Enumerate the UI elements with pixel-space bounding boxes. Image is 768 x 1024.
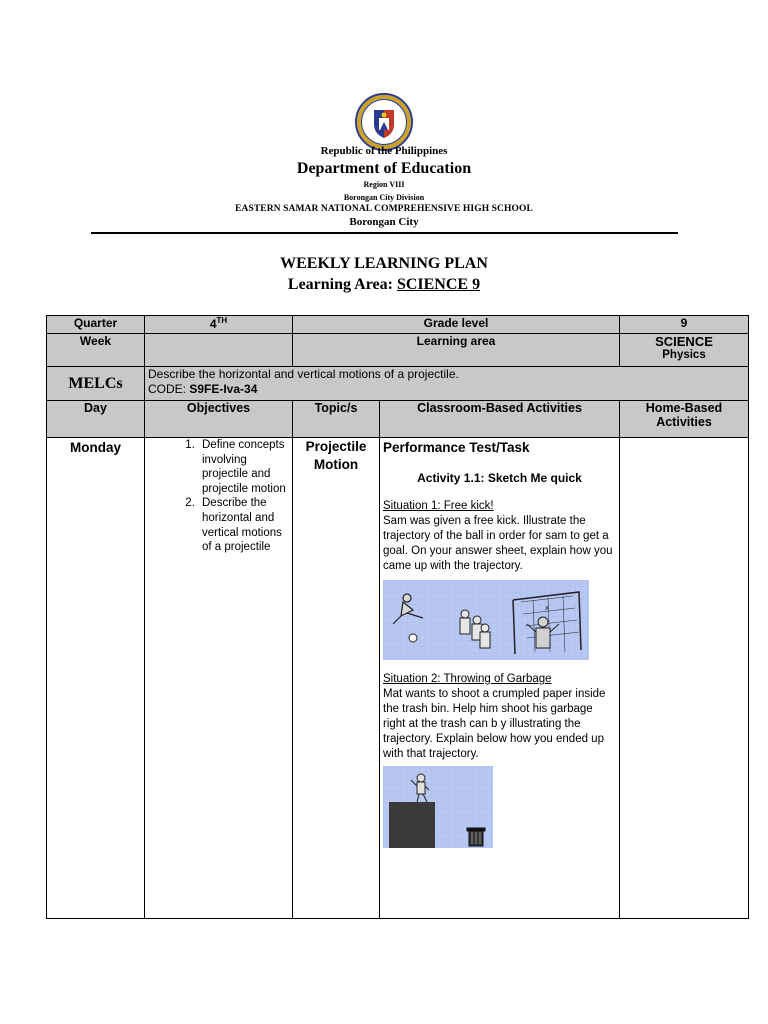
column-header-row bbox=[47, 401, 749, 438]
objectives-list bbox=[148, 438, 289, 555]
melcs-code bbox=[148, 382, 745, 397]
learning-plan-table bbox=[46, 315, 749, 919]
document-title: WEEKLY LEARNING PLAN bbox=[280, 255, 488, 272]
grade-level-label: Grade level bbox=[293, 316, 620, 334]
melcs-row bbox=[47, 367, 749, 401]
melcs-cell bbox=[145, 367, 749, 401]
trash-throw-illustration bbox=[383, 766, 493, 848]
learning-area-value bbox=[620, 334, 749, 367]
school-name: EASTERN SAMAR NATIONAL COMPREHENSIVE HIGH SCHOOL bbox=[235, 204, 533, 214]
situation-1-heading: Situation 1: Free kick! bbox=[383, 500, 494, 512]
objective-item: 2. Describe the horizontal and vertical motions of a projectile bbox=[198, 496, 289, 554]
situation-1-text: Sam was given a free kick. Illustrate the trajectory of the ball in order for sam to get a goal. On your answer sheet, explain how you came up with the trajectory. bbox=[383, 515, 613, 572]
table-row-monday bbox=[47, 438, 749, 919]
quarter-row bbox=[47, 316, 749, 334]
header-home-activities: Home-Based Activities bbox=[620, 401, 749, 438]
week-value bbox=[145, 334, 293, 367]
quarter-value bbox=[145, 316, 293, 334]
objectives-cell bbox=[145, 438, 293, 919]
learning-area-subject-cell: SCIENCE bbox=[655, 334, 713, 349]
quarter-number: 4 bbox=[209, 317, 217, 331]
division-line: Borongan City Division bbox=[343, 193, 425, 202]
header-day: Day bbox=[47, 401, 145, 438]
deped-seal-logo bbox=[352, 92, 416, 152]
learning-area-subject: SCIENCE 9 bbox=[396, 276, 481, 293]
situation-2-heading: Situation 2: Throwing of Garbage bbox=[383, 673, 552, 685]
melcs-code-value: S9FE-Iva-34 bbox=[189, 382, 258, 396]
classroom-activities-cell bbox=[380, 438, 620, 919]
home-activities-cell bbox=[620, 438, 749, 919]
republic-line: Republic of the Philippines bbox=[320, 145, 448, 157]
melcs-description: Describe the horizontal and vertical motions of a projectile. bbox=[148, 367, 459, 381]
quarter-suffix: TH bbox=[216, 316, 228, 325]
learning-area-prefix: Learning Area: bbox=[287, 276, 397, 293]
free-kick-illustration bbox=[383, 580, 589, 660]
quarter-label: Quarter bbox=[47, 316, 145, 334]
region-line: Region VIII bbox=[363, 180, 405, 189]
header-objectives: Objectives bbox=[145, 401, 293, 438]
melcs-label: MELCs bbox=[47, 367, 145, 401]
melcs-code-prefix: CODE: bbox=[148, 382, 190, 396]
topic-cell: Projectile Motion bbox=[293, 438, 380, 919]
city-line: Borongan City bbox=[349, 216, 419, 228]
svg-text:x: x bbox=[545, 604, 550, 612]
week-label: Week bbox=[47, 334, 145, 367]
learning-area-label: Learning area bbox=[293, 334, 620, 367]
letterhead-divider bbox=[91, 232, 678, 234]
header-classroom-activities: Classroom-Based Activities bbox=[380, 401, 620, 438]
grade-level-value: 9 bbox=[620, 316, 749, 334]
learning-area-title bbox=[0, 276, 768, 294]
performance-task-heading: Performance Test/Task bbox=[383, 440, 530, 455]
situation-2-text: Mat wants to shoot a crumpled paper inside the trash bin. Help him shoot his garbage right at the trash can b y illustrating the trajectory. Explain below how you ended up with that trajectory. bbox=[383, 688, 606, 760]
objective-item: 1. Define concepts involving projectile and projectile motion bbox=[198, 438, 289, 496]
header-topics: Topic/s bbox=[293, 401, 380, 438]
day-cell: Monday bbox=[47, 438, 145, 919]
department-name: Department of Education bbox=[296, 160, 472, 177]
learning-area-discipline: Physics bbox=[662, 349, 706, 361]
activity-title: Activity 1.1: Sketch Me quick bbox=[417, 471, 582, 485]
week-row bbox=[47, 334, 749, 367]
